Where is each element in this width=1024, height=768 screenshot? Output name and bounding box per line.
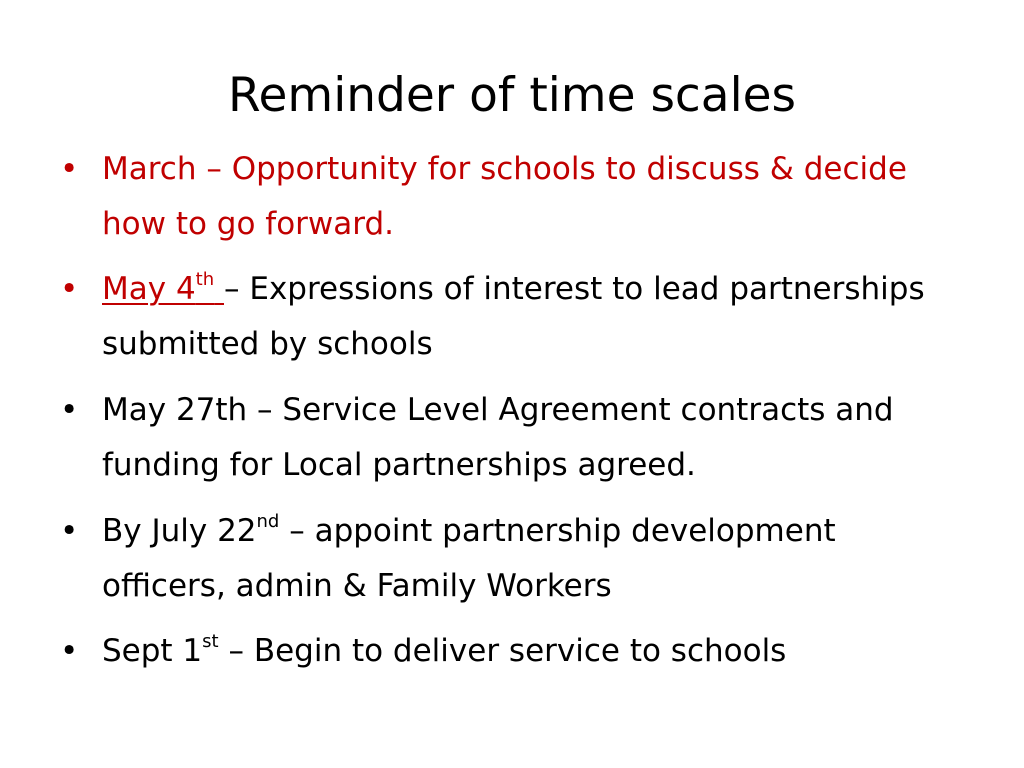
- bullet-text: – Expressions of interest to lead partnerships submitted by schools: [102, 271, 925, 362]
- bullet-item-july-22: [60, 504, 962, 614]
- bullet-item-sept-1: [60, 624, 962, 679]
- bullet-item-may-4: [60, 262, 962, 372]
- bullet-item-may-27: [60, 383, 962, 493]
- date-suffix: nd: [256, 511, 280, 532]
- bullet-dot: •: [60, 633, 79, 669]
- bullet-dot: •: [60, 392, 79, 428]
- bullet-dot: •: [60, 271, 79, 307]
- bullet-text: – Begin to deliver service to schools: [218, 633, 787, 669]
- bullet-dot: •: [60, 151, 79, 187]
- date-text: May 4: [102, 271, 196, 307]
- date-trail-space: [214, 271, 224, 307]
- date-text: By July 22: [102, 513, 257, 549]
- bullet-dot: •: [60, 513, 79, 549]
- bullet-text: May 27th – Service Level Agreement contracts and funding for Local partnerships agreed.: [102, 392, 894, 483]
- bullet-text: – appoint partnership development officers, admin & Family Workers: [102, 513, 836, 604]
- bullet-list: [0, 142, 1024, 679]
- date-suffix: st: [202, 631, 219, 652]
- date-text: Sept 1: [102, 633, 203, 669]
- bullet-item-march: [60, 142, 962, 252]
- slide-title: Reminder of time scales: [227, 68, 797, 123]
- date-link-may-4[interactable]: [102, 271, 224, 307]
- bullet-text: March – Opportunity for schools to discuss & decide how to go forward.: [102, 151, 907, 242]
- date-suffix: th: [195, 269, 215, 290]
